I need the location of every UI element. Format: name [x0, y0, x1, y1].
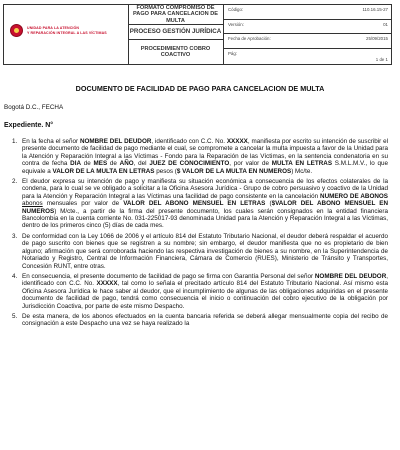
placeholder-field: MES [93, 160, 108, 168]
clause-text: mensuales por valor de [42, 200, 124, 208]
placeholder-field: VALOR DEL ABONO MENSUEL EN LETRAS [123, 200, 266, 208]
clause-text: , identificado con C.C. No. [22, 272, 388, 288]
placeholder-field: XXXXX [226, 138, 248, 145]
expediente-label: Expediente. N° [4, 122, 54, 129]
clause-text: , identificado con C.C. No. [151, 138, 227, 145]
procedure-title: PROCEDIMIENTO COBRO COACTIVO [140, 45, 211, 58]
logo-cell [4, 5, 129, 64]
clause-text: , tal como lo señala el precitado artículo 814 del Estatuto Tributario Nacional. Así mismo esta Oficina Asesora Jurídica le hace saber al deudor, que el incumplimiento de algunas de las obligaciones adquiridas en el presente documento de facilidad de pago, tendrá como consecuencia el inicio o continuación del cobro ejecutivo de la obligación por Jurisdicción Coactiva, por parte de este mismo Despacho. [22, 280, 388, 310]
clause-item [12, 232, 388, 270]
unidad-victimas-logo [10, 24, 107, 37]
clause-text: , manifiesta por escrito su intención de suscribir el presente documento de facilidad de pago mediante el cual, se compromete a cancelar la multa impuesta a favor de la Unidad para la Atención y Reparación Integral a las Víctimas - Fondo para la Reparación de las Víctimas, en la sentencia condenatoria en su contra de fecha [22, 138, 388, 168]
clause-text: ) M/cte., a partir de la firma del presente documento, los cuales serán consignados en la entidad financiera Bancolombia en la cuenta corriente No. 031-225017-93 denominada Unidad para la Atención y Reparación Integral a las Víctimas, dentro de los primeros cinco (5) días de cada mes. [22, 207, 388, 230]
placeholder-field: NOMBRE DEL DEUDOR [314, 272, 387, 280]
placeholder-field: JUEZ DE CONOCIMIENTO [149, 160, 230, 168]
placeholder-field: AÑO [119, 160, 134, 168]
clause-text: En consecuencia, el presente documento de facilidad de pago se firma con Garantía Personal del señor [22, 272, 315, 280]
city-date: Bogotá D.C., FECHA [4, 104, 64, 111]
clause-text: abonos [22, 200, 43, 208]
clause-number: 5. [12, 312, 18, 320]
clause-text: de [107, 160, 120, 168]
clause-text: pesos ( [154, 167, 177, 175]
clause-item [12, 272, 388, 310]
clause-number: 2. [12, 178, 18, 186]
placeholder-field: VALOR DE LA MULTA EN LETRAS [52, 167, 155, 175]
page-label: Pág: [228, 51, 238, 56]
approval-label: Fecha de Aprobación: [228, 36, 271, 41]
placeholder-field: NOMBRE DEL DEUDOR [79, 138, 152, 145]
clause-text: , del [133, 160, 150, 168]
clause-number: 4. [12, 272, 18, 280]
version-label: Versión: [228, 22, 244, 27]
code-row [224, 5, 392, 20]
logo-text-line-1: UNIDAD PARA LA ATENCIÓN [27, 26, 80, 31]
placeholder-field: NUMERO DE ABONOS [320, 192, 388, 200]
page-value: 1 de 1 [375, 57, 388, 62]
clause-text: De conformidad con la Ley 1066 de 2006 y el artículo 814 del Estatuto Tributario Nacional, el deudor deberá respaldar el acuerdo de pago suscrito con bienes que se registren a su nombre; sin embargo, el deudor manifiesta que no es propietario de bien alguno; afirmación que será corroborada haciendo las respectiva investigación de bienes a su nombre, en la Superintendencia de Notariado y Registro, Central de Información Financiera, Cámara de Comercio (RUES), Ministerio de Tránsito y Transportes, Concesión RUNT, entre otras. [22, 232, 388, 270]
clause-item [12, 138, 388, 175]
page-row [224, 49, 392, 64]
seal-icon [10, 24, 23, 37]
document-header [3, 4, 392, 65]
code-value: 110.16.15-27 [362, 7, 388, 12]
placeholder-field: XXXXX [96, 280, 118, 288]
clause-number: 3. [12, 232, 18, 240]
version-row [224, 20, 392, 34]
logo-text-line-2: Y REPARACIÓN INTEGRAL A LAS VÍCTIMAS [27, 30, 107, 35]
placeholder-field: MULTA EN LETRAS [271, 160, 333, 168]
clause-text: ( [265, 200, 272, 208]
code-label: Código: [228, 7, 244, 12]
clauses-list [12, 138, 388, 331]
approval-row [224, 34, 392, 49]
clause-text: de [81, 160, 94, 168]
clause-item [12, 312, 388, 328]
clause-text: El deudor expresa su intención de pago y manifiesta su situación económica a consecuencia de los efectos colaterales de la condena, para lo cual se ve obligado a solicitar a la Oficina Asesora Jurídica - Grupo de cobro persuasivo y coactivo de la Unidad para la Atención y Reparación Integral a las Víctimas una facilidad de pago consistente en la cancelación [22, 178, 388, 200]
version-value: 01 [383, 22, 388, 27]
placeholder-field: DIA [70, 160, 82, 168]
clause-number: 1. [12, 138, 18, 145]
clause-text: En la fecha el señor [22, 138, 80, 145]
clause-text: ) Mc/te. [291, 167, 313, 175]
placeholder-field: $ VALOR DE LA MULTA EN NUMEROS [176, 167, 292, 175]
clause-text: , por valor de [229, 160, 272, 168]
logo-text [27, 26, 107, 34]
clause-item [12, 178, 388, 230]
placeholder-field: $VALOR DEL ABONO MENSUEL EN NUMEROS [22, 200, 388, 215]
header-titles [128, 5, 223, 64]
document-title: DOCUMENTO DE FACILIDAD DE PAGO PARA CANCELACION DE MULTA [75, 84, 325, 93]
process-title: PROCESO GESTIÓN JURÍDICA [128, 25, 223, 40]
format-title: FORMATO COMPROMISO DE PAGO PARA CANCELACION DE MULTA [128, 5, 223, 25]
clause-text: S.M.L.M.V., lo que equivale a [22, 160, 388, 175]
approval-value: 25/09/2015 [366, 36, 388, 41]
header-meta [223, 5, 392, 64]
clause-text: De esta manera, de los abonos efectuados en la cuenta bancaria referida se deberá allegar mensualmente copia del recibo de consignación a este Despacho una vez se haya realizado la [22, 312, 388, 328]
